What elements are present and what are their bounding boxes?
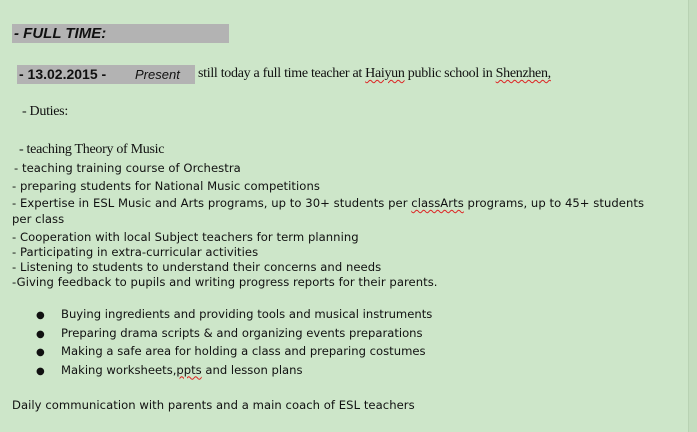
bullet-dot-icon: ● bbox=[36, 310, 45, 321]
duties-label: - Duties: bbox=[22, 104, 68, 119]
section-heading: - FULL TIME: bbox=[14, 25, 107, 42]
bullet-text-1: Making worksheets, bbox=[61, 362, 177, 377]
employment-start-date: - 13.02.2015 - bbox=[19, 66, 107, 82]
duty-line-expertise-wrap: per class bbox=[12, 212, 65, 226]
bullet-list bbox=[36, 305, 432, 379]
duty-line-cooperation: - Cooperation with local Subject teachers for term planning bbox=[12, 230, 359, 244]
footer-line: Daily communication with parents and a main coach of ESL teachers bbox=[12, 398, 415, 412]
spell-error-shenzhen: Shenzhen, bbox=[495, 66, 551, 81]
expertise-text: - Expertise in ESL Music and Arts programs, up to 30+ students per bbox=[12, 196, 412, 210]
bullet-item bbox=[36, 361, 432, 380]
still-text-2: public school in bbox=[404, 66, 496, 81]
bullet-item bbox=[36, 324, 432, 343]
spell-error-haiyun: Haiyun bbox=[365, 66, 405, 81]
duty-line-expertise bbox=[12, 196, 644, 210]
bullet-text: Preparing drama scripts & and organizing events preparations bbox=[61, 325, 423, 340]
bullet-dot-icon: ● bbox=[36, 328, 45, 340]
duty-line-extracurricular: - Participating in extra-curricular activities bbox=[12, 245, 259, 259]
duty-line-competitions: - preparing students for National Music competitions bbox=[12, 179, 320, 193]
employment-description bbox=[198, 66, 551, 82]
duty-line-feedback: -Giving feedback to pupils and writing progress reports for their parents. bbox=[12, 275, 438, 289]
expertise-tail: programs, up to 45+ students bbox=[463, 196, 645, 210]
bullet-text-2: and lesson plans bbox=[201, 362, 303, 377]
bullet-dot-icon: ● bbox=[36, 365, 45, 377]
page-edge bbox=[688, 0, 697, 432]
duty-line-orchestra: - teaching training course of Orchestra bbox=[14, 161, 241, 175]
duty-line-listening: - Listening to students to understand their concerns and needs bbox=[12, 260, 382, 274]
still-text-1: still today a full time teacher at bbox=[198, 66, 366, 81]
spell-error-classarts: classArts bbox=[411, 196, 464, 210]
bullet-dot-icon: ● bbox=[36, 347, 45, 358]
duty-theory-of-music: - teaching Theory of Music bbox=[19, 142, 165, 157]
present-label: Present bbox=[135, 67, 180, 82]
bullet-item bbox=[36, 305, 432, 324]
bullet-item bbox=[36, 342, 432, 361]
bullet-text: Making a safe area for holding a class and preparing costumes bbox=[61, 344, 426, 358]
bullet-text: Buying ingredients and providing tools and musical instruments bbox=[61, 307, 433, 321]
spell-error-ppts: ppts bbox=[176, 362, 202, 377]
